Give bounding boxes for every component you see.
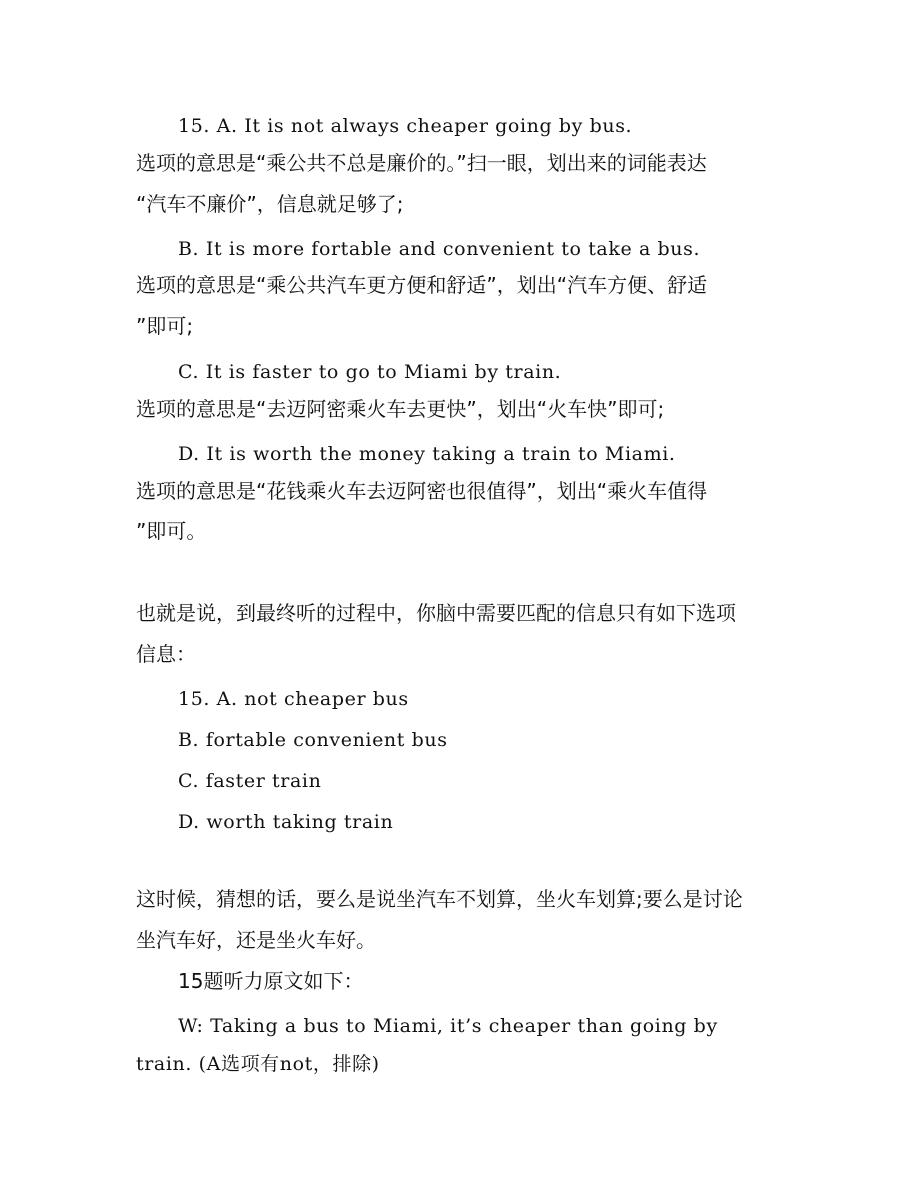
option-c: C. It is faster to go to Miami by train. bbox=[178, 361, 562, 383]
option-d-note-line-2: ”即可。 bbox=[136, 519, 207, 543]
q15-option-a: 15. A. It is not always cheaper going by bus. bbox=[178, 115, 633, 137]
key-option-c: C. faster train bbox=[178, 770, 322, 792]
key-option-b: B. fortable convenient bus bbox=[178, 729, 448, 751]
option-b-note-line-1: 选项的意思是“乘公共汽车更方便和舒适”，划出“汽车方便、舒适 bbox=[136, 273, 708, 297]
guess-line-2: 坐汽车好，还是坐火车好。 bbox=[136, 928, 376, 952]
option-c-note: 选项的意思是“去迈阿密乘火车去更快”，划出“火车快”即可; bbox=[136, 397, 665, 421]
key-option-a: 15. A. not cheaper bus bbox=[178, 688, 409, 710]
transcript-heading: 15题听力原文如下： bbox=[178, 969, 364, 993]
transcript-w-line-2: train. (A选项有not，排除) bbox=[136, 1053, 380, 1075]
option-d-note-line-1: 选项的意思是“花钱乘火车去迈阿密也很值得”，划出“乘火车值得 bbox=[136, 479, 708, 503]
option-b-note-line-2: ”即可; bbox=[136, 314, 194, 338]
q15-option-a-note-line-2: “汽车不廉价”，信息就足够了; bbox=[136, 192, 404, 216]
option-b: B. It is more fortable and convenient to take a bus. bbox=[178, 238, 701, 260]
option-d: D. It is worth the money taking a train to Miami. bbox=[178, 443, 676, 465]
transcript-w-line-1: W: Taking a bus to Miami, it’s cheaper than going by bbox=[178, 1015, 718, 1037]
guess-line-1: 这时候，猜想的话，要么是说坐汽车不划算，坐火车划算;要么是讨论 bbox=[136, 887, 743, 911]
summary-line-2: 信息： bbox=[136, 642, 196, 666]
key-option-d: D. worth taking train bbox=[178, 811, 394, 833]
q15-option-a-note-line-1: 选项的意思是“乘公共不总是廉价的。”扫一眼，划出来的词能表达 bbox=[136, 151, 707, 175]
summary-line-1: 也就是说，到最终听的过程中，你脑中需要匹配的信息只有如下选项 bbox=[136, 601, 736, 625]
